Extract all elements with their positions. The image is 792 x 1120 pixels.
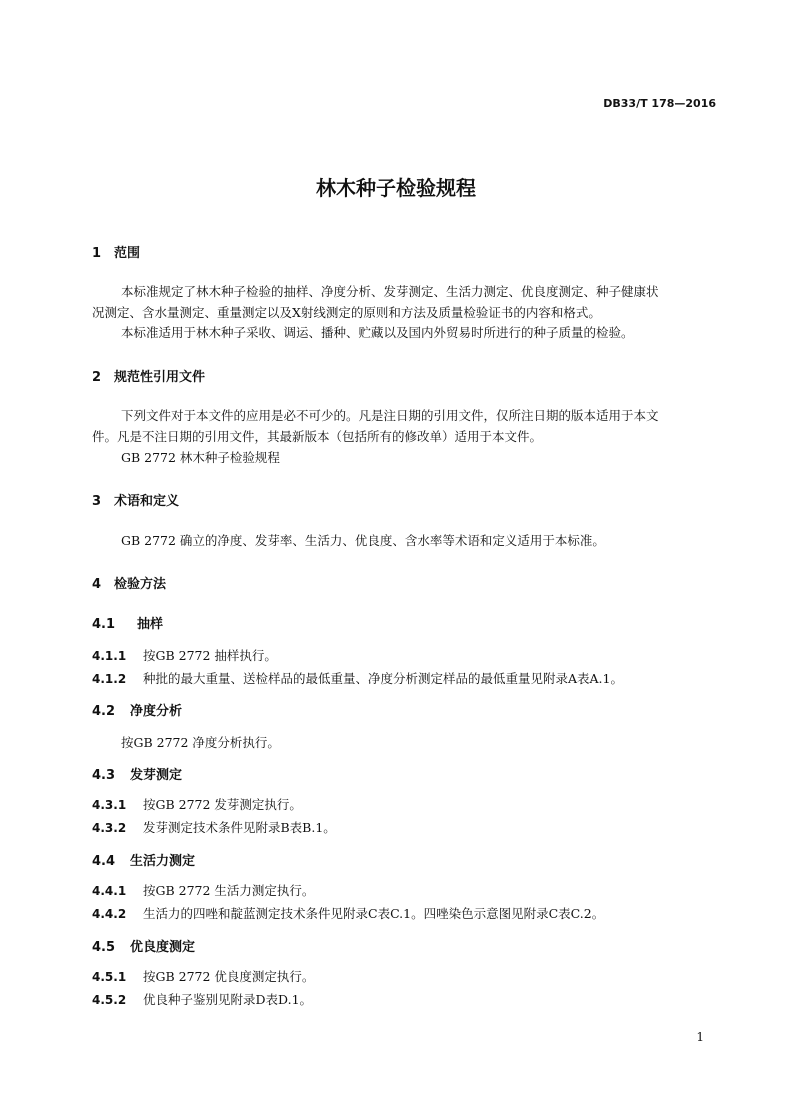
paragraph: GB 2772 确立的净度、发芽率、生活力、优良度、含水率等术语和定义适用于本标准。	[121, 533, 605, 548]
clause-text: 生活力的四唑和靛蓝测定技术条件见附录C表C.1。四唑染色示意图见附录C表C.2。	[143, 906, 605, 921]
section-2-heading	[92, 366, 205, 385]
subsection-4-4-heading	[92, 850, 195, 869]
clause-text: 按GB 2772 抽样执行。	[143, 648, 277, 663]
standard-number: DB33/T 178—2016	[603, 97, 716, 110]
paragraph: 本标准适用于林木种子采收、调运、播种、贮藏以及国内外贸易时所进行的种子质量的检验。	[121, 325, 634, 340]
section-title: 术语和定义	[114, 494, 180, 509]
clause-text: 按GB 2772 发芽测定执行。	[143, 797, 302, 812]
clause-4-5-1	[92, 967, 314, 985]
clause-text: 按GB 2772 生活力测定执行。	[143, 883, 315, 898]
page-number: 1	[696, 1030, 704, 1044]
subsection-number: 4.2	[92, 704, 116, 719]
section-number: 3	[92, 494, 102, 509]
section-1-heading	[92, 242, 140, 261]
document-title: 林木种子检验规程	[316, 176, 476, 200]
clause-4-3-1	[92, 795, 302, 813]
clause-4-1-1	[92, 646, 277, 664]
subsection-title: 抽样	[137, 617, 164, 632]
normative-reference: GB 2772 林木种子检验规程	[121, 450, 280, 465]
subsection-number: 4.5	[92, 940, 116, 955]
clause-4-5-2	[92, 990, 312, 1008]
subsection-title: 优良度测定	[130, 940, 196, 955]
subsection-4-5-heading	[92, 936, 195, 955]
clause-number: 4.1.2	[92, 672, 127, 686]
subsection-4-3-heading	[92, 764, 182, 783]
subsection-4-2-heading	[92, 700, 182, 719]
clause-4-1-2	[92, 669, 623, 687]
subsection-number: 4.1	[92, 617, 116, 632]
paragraph-continuation: 件。凡是不注日期的引用文件，其最新版本（包括所有的修改单）适用于本文件。	[92, 429, 543, 444]
paragraph: 按GB 2772 净度分析执行。	[121, 735, 280, 750]
section-number: 4	[92, 577, 102, 592]
section-number: 2	[92, 370, 102, 385]
clause-number: 4.5.1	[92, 970, 127, 984]
clause-text: 优良种子鉴别见附录D表D.1。	[143, 992, 313, 1007]
clause-number: 4.1.1	[92, 649, 127, 663]
clause-number: 4.3.2	[92, 821, 127, 835]
section-4-heading	[92, 573, 166, 592]
subsection-title: 净度分析	[130, 704, 183, 719]
clause-text: 种批的最大重量、送检样品的最低重量、净度分析测定样品的最低重量见附录A表A.1。	[143, 671, 623, 686]
section-number: 1	[92, 246, 102, 261]
clause-number: 4.5.2	[92, 993, 127, 1007]
clause-text: 发芽测定技术条件见附录B表B.1。	[143, 820, 336, 835]
section-3-heading	[92, 490, 179, 509]
paragraph: 下列文件对于本文件的应用是必不可少的。凡是注日期的引用文件，仅所注日期的版本适用于本文	[121, 408, 659, 423]
clause-text: 按GB 2772 优良度测定执行。	[143, 969, 315, 984]
subsection-number: 4.3	[92, 768, 116, 783]
clause-4-4-2	[92, 904, 604, 922]
subsection-title: 生活力测定	[130, 854, 196, 869]
section-title: 检验方法	[114, 577, 167, 592]
clause-number: 4.4.2	[92, 907, 127, 921]
section-title: 规范性引用文件	[114, 370, 206, 385]
section-title: 范围	[114, 246, 141, 261]
subsection-4-1-heading	[92, 613, 163, 632]
paragraph-continuation: 况测定、含水量测定、重量测定以及X射线测定的原则和方法及质量检验证书的内容和格式。	[92, 305, 601, 320]
paragraph: 本标准规定了林木种子检验的抽样、净度分析、发芽测定、生活力测定、优良度测定、种子健康状	[121, 284, 659, 299]
clause-4-3-2	[92, 818, 336, 836]
clause-number: 4.3.1	[92, 798, 127, 812]
clause-number: 4.4.1	[92, 884, 127, 898]
subsection-title: 发芽测定	[130, 768, 183, 783]
clause-4-4-1	[92, 881, 314, 899]
subsection-number: 4.4	[92, 854, 116, 869]
